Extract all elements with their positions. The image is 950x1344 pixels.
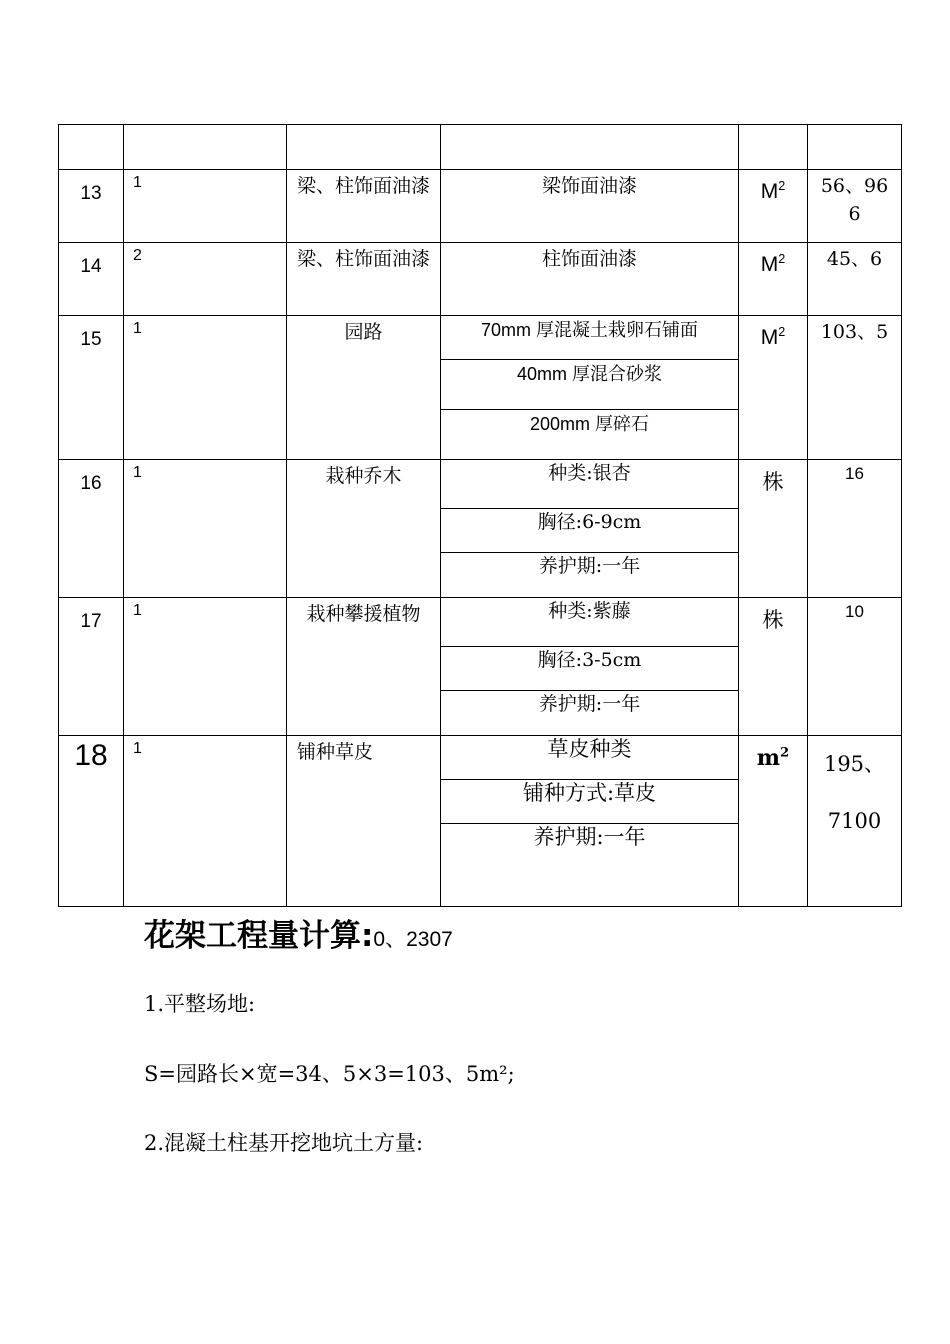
feature-line: 种类:银杏 (441, 460, 738, 509)
feature-line: 种类:紫藤 (441, 598, 738, 647)
item-name: 栽种乔木 (287, 460, 441, 598)
item-feature: 梁饰面油漆 (441, 170, 739, 243)
item-unit: $m^2$ (739, 736, 808, 907)
item-features (441, 736, 739, 907)
item-features (441, 316, 739, 460)
feature-line: 胸径:3-5cm (441, 647, 738, 691)
item-unit: 株 (739, 598, 808, 736)
heading-title: 花架工程量计算: (144, 918, 374, 954)
item-features (441, 598, 739, 736)
item-name: 梁、柱饰面油漆 (287, 243, 441, 316)
item-unit: $M^2$ (739, 243, 808, 316)
paragraph-formula: S=园路长×宽=34、5×3=103、5m²; (144, 1062, 515, 1086)
sub-number: 1 (124, 598, 287, 736)
feature-line: 铺种方式:草皮 (441, 780, 738, 824)
header-cell (441, 125, 739, 170)
feature-line: 70mm 厚混凝土栽卵石铺面 (441, 316, 738, 360)
sub-number: 1 (124, 736, 287, 907)
item-quantity: 56、966 (808, 170, 902, 243)
table-row (59, 598, 902, 736)
feature-line: 草皮种类 (441, 736, 738, 780)
item-name: 铺种草皮 (287, 736, 441, 907)
table-row (59, 460, 902, 598)
item-quantity: 16 (808, 460, 902, 598)
item-name: 园路 (287, 316, 441, 460)
section-heading (144, 914, 453, 962)
item-features (441, 460, 739, 598)
heading-value: 0、2307 (373, 928, 453, 951)
item-quantity: 10 (808, 598, 902, 736)
feature-line: 养护期:一年 (538, 555, 641, 577)
header-cell (124, 125, 287, 170)
item-unit: $M^2$ (739, 316, 808, 460)
paragraph-step-1: 1.平整场地: (144, 992, 256, 1016)
table-row (59, 316, 902, 460)
header-cell (739, 125, 808, 170)
table-header-row (59, 125, 902, 170)
item-name: 栽种攀援植物 (287, 598, 441, 736)
header-cell (59, 125, 124, 170)
header-cell (287, 125, 441, 170)
paragraph-step-2: 2.混凝土柱基开挖地坑土方量: (144, 1131, 424, 1155)
sub-number: 1 (124, 170, 287, 243)
item-number: 18 (59, 736, 124, 907)
sub-number: 1 (124, 316, 287, 460)
item-number: 15 (59, 316, 124, 460)
quantity-table (58, 124, 902, 907)
table-row (59, 736, 902, 907)
item-feature: 柱饰面油漆 (441, 243, 739, 316)
feature-line: 养护期:一年 (533, 825, 646, 849)
item-number: 16 (59, 460, 124, 598)
feature-line: 200mm 厚碎石 (529, 414, 650, 434)
table-row (59, 243, 902, 316)
item-number: 13 (59, 170, 124, 243)
item-number: 14 (59, 243, 124, 316)
header-cell (808, 125, 902, 170)
item-unit: 株 (739, 460, 808, 598)
item-quantity: 195、7100 (808, 736, 902, 907)
item-unit: $M^2$ (739, 170, 808, 243)
sub-number: 1 (124, 460, 287, 598)
feature-line: 养护期:一年 (538, 693, 641, 715)
item-quantity: 45、6 (808, 243, 902, 316)
sub-number: 2 (124, 243, 287, 316)
item-quantity: 103、5 (808, 316, 902, 460)
table-row (59, 170, 902, 243)
feature-line: 40mm 厚混合砂浆 (441, 360, 738, 410)
item-name: 梁、柱饰面油漆 (287, 170, 441, 243)
item-number: 17 (59, 598, 124, 736)
feature-line: 胸径:6-9cm (441, 509, 738, 553)
